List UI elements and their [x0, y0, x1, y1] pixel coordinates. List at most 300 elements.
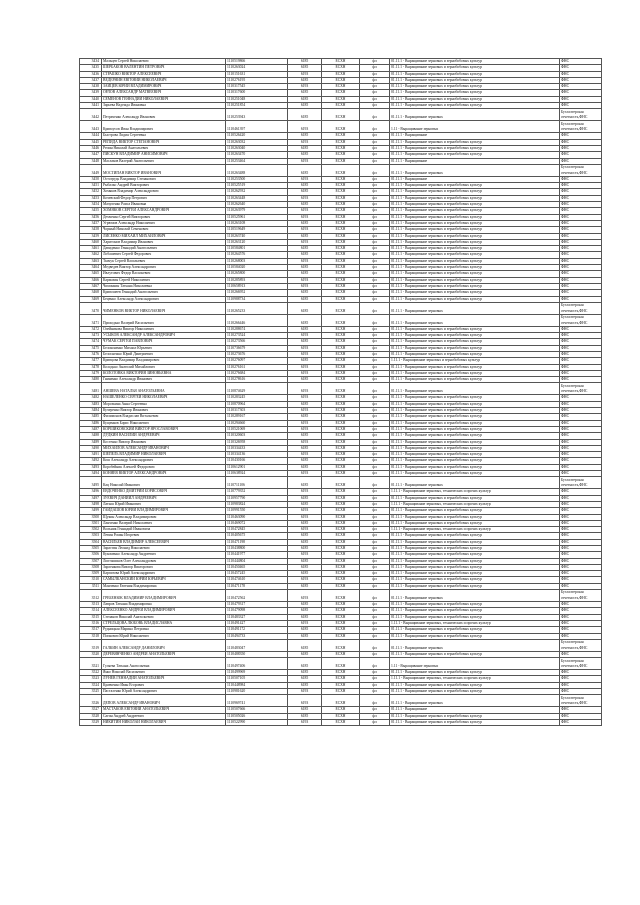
- person-type-cell: фл: [360, 84, 390, 90]
- owner-name-cell: Зарьева Надежда Ивановна: [102, 103, 226, 109]
- person-type-cell: фл: [360, 533, 390, 539]
- activity-code-cell: 01.11.1 - Выращивание зерновых и зернобобовых культур: [390, 546, 560, 552]
- tax-regime-cell: ЕСХН: [322, 620, 360, 626]
- tax-id-cell: 1110991550: [226, 508, 288, 514]
- activity-code-cell: 01.11.1 - Выращивание зерновых и зернобобовых культур: [390, 602, 560, 608]
- tax-id-cell: 1110584801: [226, 246, 288, 252]
- activity-code-cell: 01.11.1 - Выращивание зерновых и зернобобовых культур: [390, 633, 560, 639]
- tax-id-cell: 1110521069: [226, 426, 288, 432]
- person-type-cell: фл: [360, 433, 390, 439]
- person-type-cell: фл: [360, 620, 390, 626]
- person-type-cell: фл: [360, 414, 390, 420]
- owner-name-cell: Белоконенко Михаил Юрьевич: [102, 345, 226, 351]
- reporting-type-cell: ФНС: [560, 59, 602, 65]
- row-number-cell: 3529: [80, 719, 102, 725]
- row-number-cell: 3453: [80, 195, 102, 201]
- tax-id-cell: 1110444804: [226, 558, 288, 564]
- person-type-cell: фл: [360, 527, 390, 533]
- row-number-cell: 3436: [80, 71, 102, 77]
- tax-id-cell: 1110472845: [226, 527, 288, 533]
- reporting-type-cell: ФНС: [560, 395, 602, 401]
- tax-regime-cell: ЕСХН: [322, 527, 360, 533]
- code-cell: 6185: [288, 458, 322, 464]
- code-cell: 6185: [288, 202, 322, 208]
- row-number-cell: 3469: [80, 296, 102, 302]
- code-cell: 6193: [288, 227, 322, 233]
- code-cell: 6185: [288, 103, 322, 109]
- reporting-type-cell: ФНС: [560, 214, 602, 220]
- tax-regime-cell: ЕСХН: [322, 401, 360, 407]
- owner-name-cell: Рудницкая Марина Петровна: [102, 627, 226, 633]
- code-cell: 6185: [288, 377, 322, 383]
- tax-regime-cell: ЕСХН: [322, 65, 360, 71]
- reporting-type-cell: ФНС: [560, 445, 602, 451]
- row-number-cell: 3487: [80, 426, 102, 432]
- owner-name-cell: Гниненко Александр Иванович: [102, 377, 226, 383]
- activity-code-cell: 1.11 - Выращивание зерновых: [390, 121, 560, 133]
- code-cell: 6185: [288, 414, 322, 420]
- reporting-type-cell: ФНС: [560, 370, 602, 376]
- activity-code-cell: 01.11.1 - Выращивание зерновых и зернобобовых культур: [390, 651, 560, 657]
- code-cell: 6185: [288, 676, 322, 682]
- reporting-type-cell: ФНС: [560, 364, 602, 370]
- code-cell: 6193: [288, 71, 322, 77]
- person-type-cell: фл: [360, 183, 390, 189]
- tax-id-cell: 1110983824: [226, 501, 288, 507]
- row-number-cell: 3525: [80, 689, 102, 695]
- owner-name-cell: Кравченко Иван Егорович: [102, 682, 226, 688]
- tax-regime-cell: ЕСХН: [322, 208, 360, 214]
- owner-name-cell: Ланченко Валерий Николаевич: [102, 520, 226, 526]
- activity-code-cell: 01.11.1 - Выращивание зерновых и зернобобовых культур: [390, 90, 560, 96]
- row-number-cell: 3447: [80, 152, 102, 158]
- person-type-cell: фл: [360, 633, 390, 639]
- tax-regime-cell: ЕСХН: [322, 290, 360, 296]
- person-type-cell: фл: [360, 420, 390, 426]
- tax-regime-cell: ЕСХН: [322, 713, 360, 719]
- tax-regime-cell: ЕСХН: [322, 707, 360, 713]
- activity-code-cell: 01.11.1 - Выращивание зерновых и зернобобовых культур: [390, 84, 560, 90]
- owner-name-cell: КОРШИКОВСКИЙ ВИКТОР ЯРОСЛАВОВИЧ: [102, 426, 226, 432]
- person-type-cell: фл: [360, 552, 390, 558]
- reporting-type-cell: Бухгалтерская отчетность,ФНС: [560, 302, 602, 314]
- owner-name-cell: Ивлутович Федор Васильевич: [102, 271, 226, 277]
- tax-id-cell: 1110262932: [226, 189, 288, 195]
- person-type-cell: фл: [360, 719, 390, 725]
- tax-id-cell: 1110253500: [226, 176, 288, 182]
- owner-name-cell: Быстрова Лидия Сергеевна: [102, 133, 226, 139]
- activity-code-cell: 01.11.1 - Выращивание зерновых и зернобобовых культур: [390, 296, 560, 302]
- tax-id-cell: 1110736679: [226, 345, 288, 351]
- tax-regime-cell: ЕСХН: [322, 439, 360, 445]
- tax-id-cell: 1110471198: [226, 539, 288, 545]
- code-cell: 6185: [288, 302, 322, 314]
- tax-regime-cell: ЕСХН: [322, 477, 360, 489]
- row-number-cell: 3472: [80, 326, 102, 332]
- owner-name-cell: Зарастин Леонид Николаевич: [102, 546, 226, 552]
- owner-name-cell: Колодько Анатолий Михайлович: [102, 364, 226, 370]
- row-number-cell: 3485: [80, 414, 102, 420]
- activity-code-cell: 01.11.1 - Выращивание зерновых и зернобобовых культур: [390, 364, 560, 370]
- tax-id-cell: 1110519649: [226, 227, 288, 233]
- tax-regime-cell: ЕСХН: [322, 539, 360, 545]
- person-type-cell: фл: [360, 109, 390, 121]
- table-row: [80, 164, 602, 176]
- reporting-type-cell: ФНС: [560, 377, 602, 383]
- code-cell: 6185: [288, 265, 322, 271]
- owner-name-cell: Давиденко Геннадий Анатольевич: [102, 246, 226, 252]
- reporting-type-cell: ФНС: [560, 351, 602, 357]
- owner-name-cell: ДУДКИН ВАСИЛИЙ АНДРЕЕВИЧ: [102, 433, 226, 439]
- person-type-cell: фл: [360, 377, 390, 383]
- activity-code-cell: 01.11.1 - Выращивание зерновых и зернобобовых культур: [390, 458, 560, 464]
- owner-name-cell: ЗАЙЦЕВ ЮРИЙ ВЛАДИМИРОВИЧ: [102, 84, 226, 90]
- reporting-type-cell: ФНС: [560, 520, 602, 526]
- person-type-cell: фл: [360, 333, 390, 339]
- tax-regime-cell: ЕСХН: [322, 426, 360, 432]
- code-cell: 6193: [288, 508, 322, 514]
- tax-id-cell: 1110450465: [226, 564, 288, 570]
- person-type-cell: фл: [360, 564, 390, 570]
- row-number-cell: 3506: [80, 552, 102, 558]
- person-type-cell: фл: [360, 59, 390, 65]
- reporting-type-cell: ФНС: [560, 152, 602, 158]
- activity-code-cell: 01.11.1 - Выращивание зерновых и зернобобовых культур: [390, 96, 560, 102]
- row-number-cell: 3528: [80, 713, 102, 719]
- tax-id-cell: 1110262640: [226, 202, 288, 208]
- person-type-cell: фл: [360, 345, 390, 351]
- activity-code-cell: 01.11.1 - Выращивание зерновых и зернобобовых культур: [390, 520, 560, 526]
- tax-id-cell: 1110320603: [226, 433, 288, 439]
- owner-name-cell: МИХАЙЛОВ АЛЕКСАНДР ИВАНОВИЧ: [102, 445, 226, 451]
- row-number-cell: 3521: [80, 658, 102, 670]
- person-type-cell: фл: [360, 452, 390, 458]
- code-cell: 6193: [288, 426, 322, 432]
- tax-regime-cell: ЕСХН: [322, 283, 360, 289]
- tax-regime-cell: ЕСХН: [322, 233, 360, 239]
- tax-regime-cell: ЕСХН: [322, 590, 360, 602]
- owner-name-cell: ГАЙДАШОВ ЮРИЙ ВЛАДИМИРОВИЧ: [102, 508, 226, 514]
- row-number-cell: 3465: [80, 271, 102, 277]
- activity-code-cell: 01.11.1 - Выращивание зерновых и зернобобовых культур: [390, 290, 560, 296]
- code-cell: 6193: [288, 176, 322, 182]
- code-cell: 6193: [288, 158, 322, 164]
- activity-code-cell: 01.11.1 - Выращивание: [390, 158, 560, 164]
- activity-code-cell: 01.11.1 - Выращивание зерновых и зернобобовых культур: [390, 252, 560, 258]
- tax-regime-cell: ЕСХН: [322, 514, 360, 520]
- reporting-type-cell: Бухгалтерская отчетность,ФНС: [560, 639, 602, 651]
- activity-code-cell: 01.11.1 - Выращивание зерновых и зернобобовых культур: [390, 214, 560, 220]
- tax-id-cell: 1110263040: [226, 145, 288, 151]
- row-number-cell: 3486: [80, 420, 102, 426]
- owner-name-cell: Остогрудь Владимир Степанович: [102, 176, 226, 182]
- person-type-cell: фл: [360, 246, 390, 252]
- activity-code-cell: 1.11.1 - Выращивание зерновых, технических и прочих культур: [390, 620, 560, 626]
- code-cell: 6185: [288, 77, 322, 83]
- tax-id-cell: 1110441977: [226, 552, 288, 558]
- registry-table: [79, 58, 602, 726]
- person-type-cell: фл: [360, 277, 390, 283]
- tax-id-cell: 1110266446: [226, 314, 288, 326]
- owner-name-cell: Маслаков Валерий Анатольевич: [102, 158, 226, 164]
- tax-regime-cell: ЕСХН: [322, 564, 360, 570]
- owner-name-cell: НАШЕЛЕНКО СЕРГЕЙ НИКОЛАЕВИЧ: [102, 395, 226, 401]
- tax-regime-cell: ЕСХН: [322, 633, 360, 639]
- row-number-cell: 3517: [80, 627, 102, 633]
- person-type-cell: фл: [360, 670, 390, 676]
- tax-id-cell: 1110283245: [226, 395, 288, 401]
- tax-regime-cell: ЕСХН: [322, 84, 360, 90]
- code-cell: 6185: [288, 539, 322, 545]
- person-type-cell: фл: [360, 689, 390, 695]
- reporting-type-cell: ФНС: [560, 458, 602, 464]
- reporting-type-cell: ФНС: [560, 707, 602, 713]
- code-cell: 6193: [288, 84, 322, 90]
- tax-regime-cell: ЕСХН: [322, 602, 360, 608]
- code-cell: 6185: [288, 583, 322, 589]
- activity-code-cell: 01.11.1 - Выращивание зерновых и зернобобовых культур: [390, 689, 560, 695]
- tax-regime-cell: ЕСХН: [322, 246, 360, 252]
- registry-table-sheet: [79, 58, 601, 726]
- code-cell: 6185: [288, 670, 322, 676]
- owner-name-cell: Кущенков Борис Николаевич: [102, 420, 226, 426]
- code-cell: 6185: [288, 189, 322, 195]
- reporting-type-cell: ФНС: [560, 401, 602, 407]
- tax-regime-cell: ЕСХН: [322, 121, 360, 133]
- person-type-cell: фл: [360, 495, 390, 501]
- table-row: [80, 695, 602, 707]
- code-cell: 6185: [288, 602, 322, 608]
- activity-code-cell: 01.11.1 - Выращивание зерновых и зернобобовых культур: [390, 583, 560, 589]
- activity-code-cell: 01.11.1 - Выращивание зерновых: [390, 314, 560, 326]
- tax-id-cell: 1110612901: [226, 464, 288, 470]
- row-number-cell: 3468: [80, 290, 102, 296]
- tax-regime-cell: ЕСХН: [322, 265, 360, 271]
- row-number-cell: 3527: [80, 707, 102, 713]
- reporting-type-cell: ФНС: [560, 265, 602, 271]
- owner-name-cell: Вольник Геннадий Ивановича: [102, 527, 226, 533]
- owner-name-cell: Морозкина Анна Сергеевна: [102, 401, 226, 407]
- activity-code-cell: 01.11.1 - Выращивание зерновых и зернобобовых культур: [390, 77, 560, 83]
- activity-code-cell: 01.11.1 - Выращивание зерновых и зернобобовых культур: [390, 471, 560, 477]
- owner-name-cell: Ткачук Сергей Васильевич: [102, 258, 226, 264]
- reporting-type-cell: ФНС: [560, 527, 602, 533]
- code-cell: 6185: [288, 501, 322, 507]
- code-cell: 6193: [288, 452, 322, 458]
- tax-regime-cell: ЕСХН: [322, 577, 360, 583]
- reporting-type-cell: ФНС: [560, 90, 602, 96]
- person-type-cell: фл: [360, 383, 390, 395]
- activity-code-cell: 01.11.1 - Выращивание зерновых: [390, 590, 560, 602]
- person-type-cell: фл: [360, 370, 390, 376]
- row-number-cell: 3491: [80, 452, 102, 458]
- row-number-cell: 3451: [80, 183, 102, 189]
- person-type-cell: фл: [360, 152, 390, 158]
- tax-regime-cell: ЕСХН: [322, 670, 360, 676]
- tax-regime-cell: ЕСХН: [322, 345, 360, 351]
- code-cell: 6193: [288, 719, 322, 725]
- row-number-cell: 3498: [80, 501, 102, 507]
- tax-id-cell: 1110289167: [226, 414, 288, 420]
- reporting-type-cell: ФНС: [560, 296, 602, 302]
- reporting-type-cell: Бухгалтерская отчетность,ФНС: [560, 383, 602, 395]
- tax-regime-cell: ЕСХН: [322, 546, 360, 552]
- person-type-cell: фл: [360, 271, 390, 277]
- reporting-type-cell: ФНС: [560, 339, 602, 345]
- owner-name-cell: АЛЕКСЕЕНКО АНДРЕЙ ВЛАДИМИРОВИЧ: [102, 608, 226, 614]
- person-type-cell: фл: [360, 252, 390, 258]
- reporting-type-cell: ФНС: [560, 414, 602, 420]
- table-row: [80, 121, 602, 133]
- owner-name-cell: ЛИСЕНКО МИХАИЛ МИХАЙЛОВИЧ: [102, 233, 226, 239]
- tax-id-cell: 1110981620: [226, 689, 288, 695]
- owner-name-cell: Рыбалко Андрей Викторович: [102, 183, 226, 189]
- table-row: [80, 302, 602, 314]
- person-type-cell: фл: [360, 458, 390, 464]
- reporting-type-cell: ФНС: [560, 508, 602, 514]
- tax-regime-cell: ЕСХН: [322, 571, 360, 577]
- tax-regime-cell: ЕСХН: [322, 302, 360, 314]
- person-type-cell: фл: [360, 77, 390, 83]
- tax-regime-cell: ЕСХН: [322, 433, 360, 439]
- code-cell: 6185: [288, 252, 322, 258]
- row-number-cell: 3456: [80, 214, 102, 220]
- reporting-type-cell: ФНС: [560, 65, 602, 71]
- tax-id-cell: 1110507105: [226, 676, 288, 682]
- tax-id-cell: 1110499969: [226, 670, 288, 676]
- row-number-cell: 3476: [80, 351, 102, 357]
- reporting-type-cell: ФНС: [560, 233, 602, 239]
- row-number-cell: 3482: [80, 395, 102, 401]
- reporting-type-cell: Бухгалтерская отчетность,ФНС: [560, 590, 602, 602]
- tax-id-cell: 1110519866: [226, 59, 288, 65]
- code-cell: 6193: [288, 214, 322, 220]
- tax-regime-cell: ЕСХН: [322, 420, 360, 426]
- activity-code-cell: 01.11.1 - Выращивание зерновых и зернобобовых культур: [390, 239, 560, 245]
- owner-name-cell: ГАЛКИН АЛЕКСАНДР ДАНИЛОВИЧ: [102, 639, 226, 651]
- owner-name-cell: Медведев Виктор Александрович: [102, 265, 226, 271]
- owner-name-cell: Харитонов Владимир Иванович: [102, 239, 226, 245]
- person-type-cell: фл: [360, 602, 390, 608]
- row-number-cell: 3481: [80, 383, 102, 395]
- tax-regime-cell: ЕСХН: [322, 271, 360, 277]
- owner-name-cell: Кац Николай Иванович: [102, 477, 226, 489]
- tax-id-cell: 1110334433: [226, 445, 288, 451]
- tax-id-cell: 1110870964: [226, 401, 288, 407]
- row-number-cell: 3505: [80, 546, 102, 552]
- table-row: [80, 658, 602, 670]
- tax-regime-cell: ЕСХН: [322, 258, 360, 264]
- tax-regime-cell: ЕСХН: [322, 145, 360, 151]
- reporting-type-cell: Бухгалтерская отчетность,ФНС: [560, 658, 602, 670]
- person-type-cell: фл: [360, 90, 390, 96]
- tax-id-cell: 1110711106: [226, 477, 288, 489]
- activity-code-cell: 01.11.1 - Выращивание зерновых и зернобобовых культур: [390, 189, 560, 195]
- tax-regime-cell: ЕСХН: [322, 695, 360, 707]
- activity-code-cell: 01.11.1 - Выращивание зерновых и зернобобовых культур: [390, 452, 560, 458]
- tax-regime-cell: ЕСХН: [322, 202, 360, 208]
- row-number-cell: 3509: [80, 571, 102, 577]
- tax-regime-cell: ЕСХН: [322, 508, 360, 514]
- code-cell: 6193: [288, 370, 322, 376]
- activity-code-cell: 01.11.1 - Выращивание зерновых и зернобобовых культур: [390, 246, 560, 252]
- owner-name-cell: ЗУЕВИЧ ДАНИИЛ АНДРЕЕВИЧ: [102, 495, 226, 501]
- row-number-cell: 3466: [80, 277, 102, 283]
- row-number-cell: 3484: [80, 408, 102, 414]
- row-number-cell: 3454: [80, 202, 102, 208]
- reporting-type-cell: ФНС: [560, 433, 602, 439]
- tax-regime-cell: ЕСХН: [322, 676, 360, 682]
- tax-regime-cell: ЕСХН: [322, 227, 360, 233]
- person-type-cell: фл: [360, 189, 390, 195]
- code-cell: 6185: [288, 183, 322, 189]
- tax-id-cell: 1110334136: [226, 452, 288, 458]
- activity-code-cell: 1.11.1 - Выращивание зерновых, технических и прочих культур: [390, 501, 560, 507]
- code-cell: 6185: [288, 326, 322, 332]
- code-cell: 6193: [288, 364, 322, 370]
- row-number-cell: 3452: [80, 189, 102, 195]
- tax-id-cell: 1110264576: [226, 252, 288, 258]
- owner-name-cell: Кош Александр Александрович: [102, 458, 226, 464]
- person-type-cell: фл: [360, 351, 390, 357]
- owner-name-cell: Кривцова Владимир Владимирович: [102, 358, 226, 364]
- table-row: [80, 590, 602, 602]
- code-cell: 6193: [288, 552, 322, 558]
- tax-regime-cell: ЕСХН: [322, 558, 360, 564]
- person-type-cell: фл: [360, 121, 390, 133]
- tax-id-cell: 1110276195: [226, 77, 288, 83]
- reporting-type-cell: ФНС: [560, 426, 602, 432]
- tax-id-cell: 1110957790: [226, 495, 288, 501]
- owner-name-cell: САМЫЛКАНСКИЙ ЮРИЙ ЮРЬЕВИЧ: [102, 577, 226, 583]
- code-cell: 6193: [288, 283, 322, 289]
- activity-code-cell: 01.11.1 - Выращивание зерновых и зернобобовых культур: [390, 71, 560, 77]
- reporting-type-cell: ФНС: [560, 252, 602, 258]
- tax-regime-cell: ЕСХН: [322, 395, 360, 401]
- activity-code-cell: 01.11.1 - Выращивание зерновых и зернобобовых культур: [390, 682, 560, 688]
- owner-name-cell: СЕМЁНОВ ГЕННАДИЙ НИКОЛАЕВИЧ: [102, 96, 226, 102]
- person-type-cell: фл: [360, 508, 390, 514]
- activity-code-cell: 01.11.1 - Выращивание зерновых и зернобобовых культур: [390, 351, 560, 357]
- reporting-type-cell: ФНС: [560, 145, 602, 151]
- row-number-cell: 3441: [80, 103, 102, 109]
- code-cell: 6185: [288, 639, 322, 651]
- code-cell: 6193: [288, 139, 322, 145]
- reporting-type-cell: ФНС: [560, 571, 602, 577]
- activity-code-cell: 01.11.1 - Выращивание зерновых и зернобобовых культур: [390, 533, 560, 539]
- tax-id-cell: 1110263740: [226, 233, 288, 239]
- person-type-cell: фл: [360, 464, 390, 470]
- row-number-cell: 3439: [80, 90, 102, 96]
- row-number-cell: 3434: [80, 59, 102, 65]
- tax-id-cell: 1110268003: [226, 258, 288, 264]
- activity-code-cell: 01.11.1 - Выращивание зерновых и зернобобовых культур: [390, 326, 560, 332]
- row-number-cell: 3492: [80, 458, 102, 464]
- row-number-cell: 3457: [80, 220, 102, 226]
- code-cell: 6193: [288, 208, 322, 214]
- person-type-cell: фл: [360, 283, 390, 289]
- row-number-cell: 3467: [80, 283, 102, 289]
- row-number-cell: 3511: [80, 583, 102, 589]
- code-cell: 6193: [288, 439, 322, 445]
- reporting-type-cell: ФНС: [560, 345, 602, 351]
- person-type-cell: фл: [360, 290, 390, 296]
- person-type-cell: фл: [360, 214, 390, 220]
- person-type-cell: фл: [360, 208, 390, 214]
- code-cell: 6193: [288, 383, 322, 395]
- tax-id-cell: 1110263108: [226, 220, 288, 226]
- activity-code-cell: 01.11.1 - Выращивание зерновых и зернобобовых культур: [390, 145, 560, 151]
